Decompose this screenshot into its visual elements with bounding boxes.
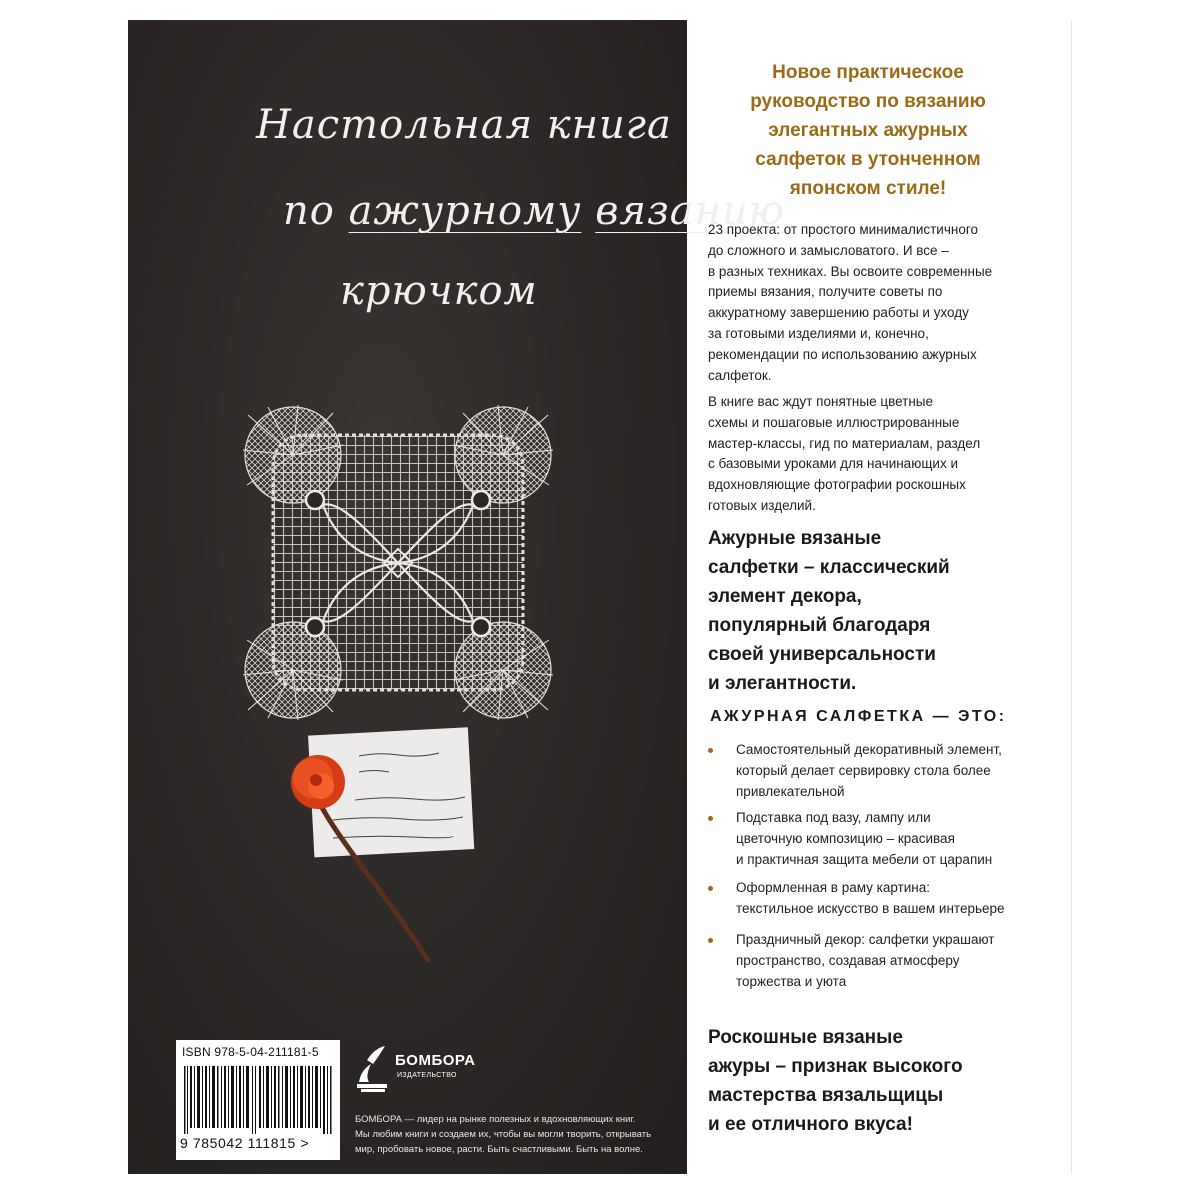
closing-line: Роскошные вязаные: [708, 1027, 903, 1048]
paragraph-line: В книге вас ждут понятные цветные: [708, 394, 934, 409]
tagline-line: мир, пробовать новое, расти. Быть счастливыми. Быть на волне.: [355, 1144, 643, 1155]
bullet-dot-icon: [708, 886, 713, 891]
intro-line: японском стиле!: [789, 178, 947, 199]
list-item-line: торжества и уюта: [736, 973, 847, 989]
closing-line: мастерства вязальщицы: [708, 1085, 944, 1106]
paragraph-line: с базовыми уроками для начинающих и: [708, 456, 959, 472]
publisher-logo: [355, 1042, 485, 1100]
intro-line: элегантных ажурных: [768, 120, 968, 141]
paragraph-line: за готовыми изделиями и, конечно,: [708, 325, 929, 341]
paragraph-line: до сложного и замысловатого. И все –: [708, 242, 949, 258]
list-item-line: текстильное искусство в вашем интерьере: [736, 900, 1005, 916]
list-item-line: привлекательной: [736, 783, 845, 799]
publisher-subtitle: ИЗДАТЕЛЬСТВО: [397, 1072, 457, 1079]
closing-line: ажуры – признак высокого: [708, 1056, 963, 1077]
description-paragraph-2: [708, 392, 980, 517]
quote-line: и элегантности.: [708, 673, 857, 694]
list-item-line: и практичная защита мебели от царапин: [736, 851, 993, 867]
paragraph-line: 23 проекта: от простого минималистичного: [708, 222, 978, 237]
intro-heading: [708, 58, 1028, 203]
paragraph-line: аккуратному завершению работы и уходу: [708, 305, 969, 321]
quote-line: популярный благодаря: [708, 615, 931, 636]
paragraph-line: схемы и пошаговые иллюстрированные: [708, 414, 960, 430]
bullet-dot-icon: [708, 938, 713, 943]
section-title: АЖУРНАЯ САЛФЕТКА — ЭТО:: [710, 708, 1007, 725]
cover-script-line-1: Настольная книга: [256, 102, 672, 148]
crochet-doily-image: [243, 405, 553, 720]
cover-script-line-3: крючком: [340, 268, 538, 314]
paragraph-line: в разных техниках. Вы освоите современные: [708, 263, 993, 279]
script-space: [581, 188, 595, 234]
list-item-line: Оформленная в раму картина:: [736, 880, 931, 895]
list-item-line: Подставка под вазу, лампу или: [736, 810, 931, 825]
list-item-line: пространство, создавая атмосферу: [736, 952, 960, 968]
description-paragraph-1: [708, 220, 992, 386]
list-item-line: который делает сервировку стола более: [736, 762, 991, 778]
list-item-line: Праздничный декор: салфетки украшают: [736, 932, 995, 947]
quote-line: своей универсальности: [708, 644, 936, 665]
intro-line: руководство по вязанию: [750, 91, 986, 112]
quote-line: салфетки – классический: [708, 557, 950, 578]
barcode-digits: 9 785042 111815 >: [180, 1135, 310, 1151]
paragraph-line: мастер-классы, гид по материалам, раздел: [708, 435, 981, 451]
script-word-po: по: [283, 188, 349, 234]
tagline-line: Мы любим книги и создаем их, чтобы вы могли творить, открывать: [355, 1129, 652, 1140]
isbn-label: ISBN 978-5-04-211181-5: [182, 1045, 319, 1059]
page-edge-divider: [1071, 20, 1072, 1174]
closing-line: и ее отличного вкуса!: [708, 1114, 913, 1135]
list-item-line: Самостоятельный декоративный элемент,: [736, 742, 1002, 757]
paragraph-line: рекомендации по использованию ажурных: [708, 346, 977, 362]
intro-line: Новое практическое: [772, 62, 964, 83]
paragraph-line: салфеток.: [708, 367, 772, 383]
publisher-name: БОМБОРА: [395, 1052, 476, 1069]
intro-line: салфеток в утонченном: [755, 149, 981, 170]
bold-quote: [708, 524, 950, 698]
paragraph-line: приемы вязания, получите советы по: [708, 284, 943, 300]
bullet-dot-icon: [708, 748, 713, 753]
publisher-tagline: [355, 1112, 675, 1157]
quote-line: Ажурные вязаные: [708, 528, 882, 549]
paragraph-line: вдохновляющие фотографии роскошных: [708, 477, 966, 493]
isbn-barcode-block: [176, 1040, 340, 1160]
script-word-vyazaniyu: вязанию: [595, 188, 785, 234]
list-item-line: цветочную композицию – красивая: [736, 830, 955, 846]
tagline-line: БОМБОРА — лидер на рынке полезных и вдохновляющих книг.: [355, 1114, 636, 1125]
bullet-dot-icon: [708, 816, 713, 821]
paragraph-line: готовых изделий.: [708, 497, 816, 513]
quote-line: элемент декора,: [708, 586, 862, 607]
script-word-ajurnomu: ажурному: [348, 188, 582, 234]
closing-statement: [708, 1023, 963, 1139]
publisher-logo-icon: [355, 1042, 391, 1094]
flower-and-note-image: [263, 720, 493, 980]
barcode-image: [182, 1066, 334, 1134]
